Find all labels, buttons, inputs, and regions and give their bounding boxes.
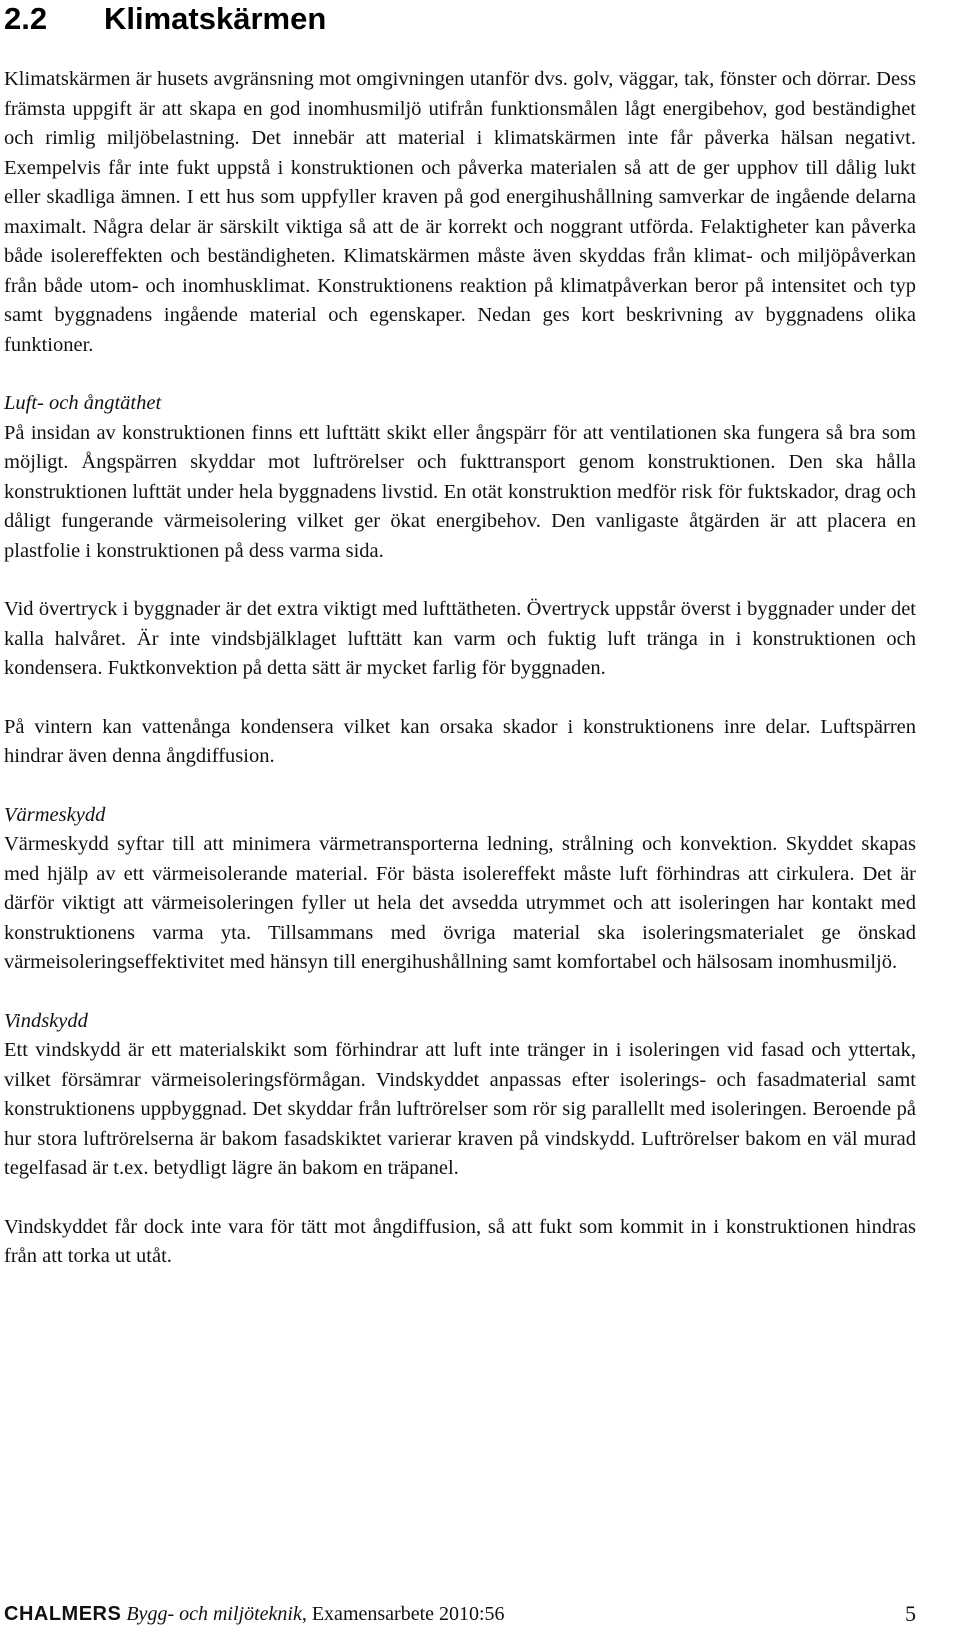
spacer <box>4 978 916 1007</box>
footer-thesis: , Examensarbete 2010:56 <box>301 1603 505 1625</box>
section-heading <box>4 0 916 38</box>
paragraph-vindskydd-2: Vindskyddet får dock inte vara för tätt mot ångdiffusion, så att fukt som kommit in i konstruktionen hindras från att torka ut utåt. <box>4 1215 916 1267</box>
subheading-vindskydd: Vindskydd <box>4 1009 88 1032</box>
paragraph-vindskydd-1: Ett vindskydd är ett materialskikt som förhindrar att luft inte tränger in i isoleringen vid fasad och yttertak, vilket försämrar värmeisoleringsförmågan. Vindskyddet anpassas efter isolerings- och fasadmaterial samt konstruktionens uppbyggnad. Det skyddar från luftrörelser som rör sig parallellt med isoleringen. Beroende på hur stora luftrörelserna är bakom fasadskiktet varierar kraven på vindskydd. Luftrörelser bakom en väl murad tegelfasad är t.ex. betydligt lägre än bakom en träpanel. <box>4 1039 916 1179</box>
footer-department: Bygg- och miljöteknik <box>126 1603 302 1625</box>
paragraph-luft-3: På vintern kan vattenånga kondensera vilket kan orsaka skador i konstruktionens inre delar. Luftspärren hindrar även denna ångdiffusion. <box>4 715 916 767</box>
intro-paragraph: Klimatskärmen är husets avgränsning mot omgivningen utanför dvs. golv, väggar, tak, fönster och dörrar. Dess främsta uppgift är att skapa en god inomhusmiljö utifrån funktionsmålen lågt energibehov, god beständighet och rimlig miljöbelastning. Det innebär att material i klimatskärmen inte får påverka hälsan negativt. Exempelvis får inte fukt uppstå i konstruktionen och påverka materialen så att de ger upphov till dålig lukt eller skadliga ämnen. I ett hus som uppfyller kraven på god energihushållning samverkar de ingående delarna maximalt. Några delar är särskilt viktiga så att de är korrekt och noggrant utförda. Felaktigheter kan påverka både isolereffekten och beständigheten. Klimatskärmen måste även skyddas från klimat- och miljöpåverkan från både utom- och inomhusklimat. Konstruktionens reaktion på klimatpåverkan beror på intensitet och typ samt byggnadens ingående material och egenskaper. Nedan ges kort beskrivning av byggnadens olika funktioner. <box>4 68 916 356</box>
paragraph-varmeskydd-1: Värmeskydd syftar till att minimera värmetransporterna ledning, strålning och konvektion. Skyddet skapas med hjälp av ett värmeisolerande material. För bästa isolereffekt måste luft förhindras att cirkulera. Det är därför viktigt att värmeisoleringen fyller ut hela det avsedda utrymmet och att isoleringen har kontakt med konstruktionens varma yta. Tillsammans med övriga material ska isoleringsmaterialet ge önskad värmeisoleringseffektivitet med hänsyn till energihushållning samt komfortabel och hälsosam inomhusmiljö. <box>4 833 916 973</box>
subheading-luft: Luft- och ångtäthet <box>4 392 162 414</box>
spacer <box>4 684 916 713</box>
page-footer <box>4 1599 916 1629</box>
document-page <box>4 0 916 1272</box>
section-title: Klimatskärmen <box>104 1 327 36</box>
section-number: 2.2 <box>4 1 48 36</box>
page-number: 5 <box>905 1601 916 1626</box>
subheading-varmeskydd: Värmeskydd <box>4 803 106 826</box>
spacer <box>4 772 916 801</box>
spacer <box>4 360 916 389</box>
spacer <box>4 1184 916 1213</box>
footer-brand: CHALMERS <box>4 1603 122 1625</box>
paragraph-luft-2: Vid övertryck i byggnader är det extra viktigt med lufttätheten. Övertryck uppstår överst i byggnader under det kalla halvåret. Är inte vindsbjälklaget lufttätt kan varm och fuktig luft tränga in i konstruktionen och kondensera. Fuktkonvektion på detta sätt är mycket farlig för byggnaden. <box>4 598 916 679</box>
spacer <box>4 566 916 595</box>
paragraph-luft-1: På insidan av konstruktionen finns ett lufttätt skikt eller ångspärr för att ventilationen ska fungera så bra som möjligt. Ångspärren skyddar mot luftrörelser och fukttransport genom konstruktionen. Den ska hålla konstruktionen lufttät under hela byggnadens livstid. En otät konstruktion medför risk för fuktskador, drag och dåligt fungerande värmeisolering vilket ger ökat energibehov. Den vanligaste åtgärden är att placera en plastfolie i konstruktionen på dess varma sida. <box>4 421 916 562</box>
